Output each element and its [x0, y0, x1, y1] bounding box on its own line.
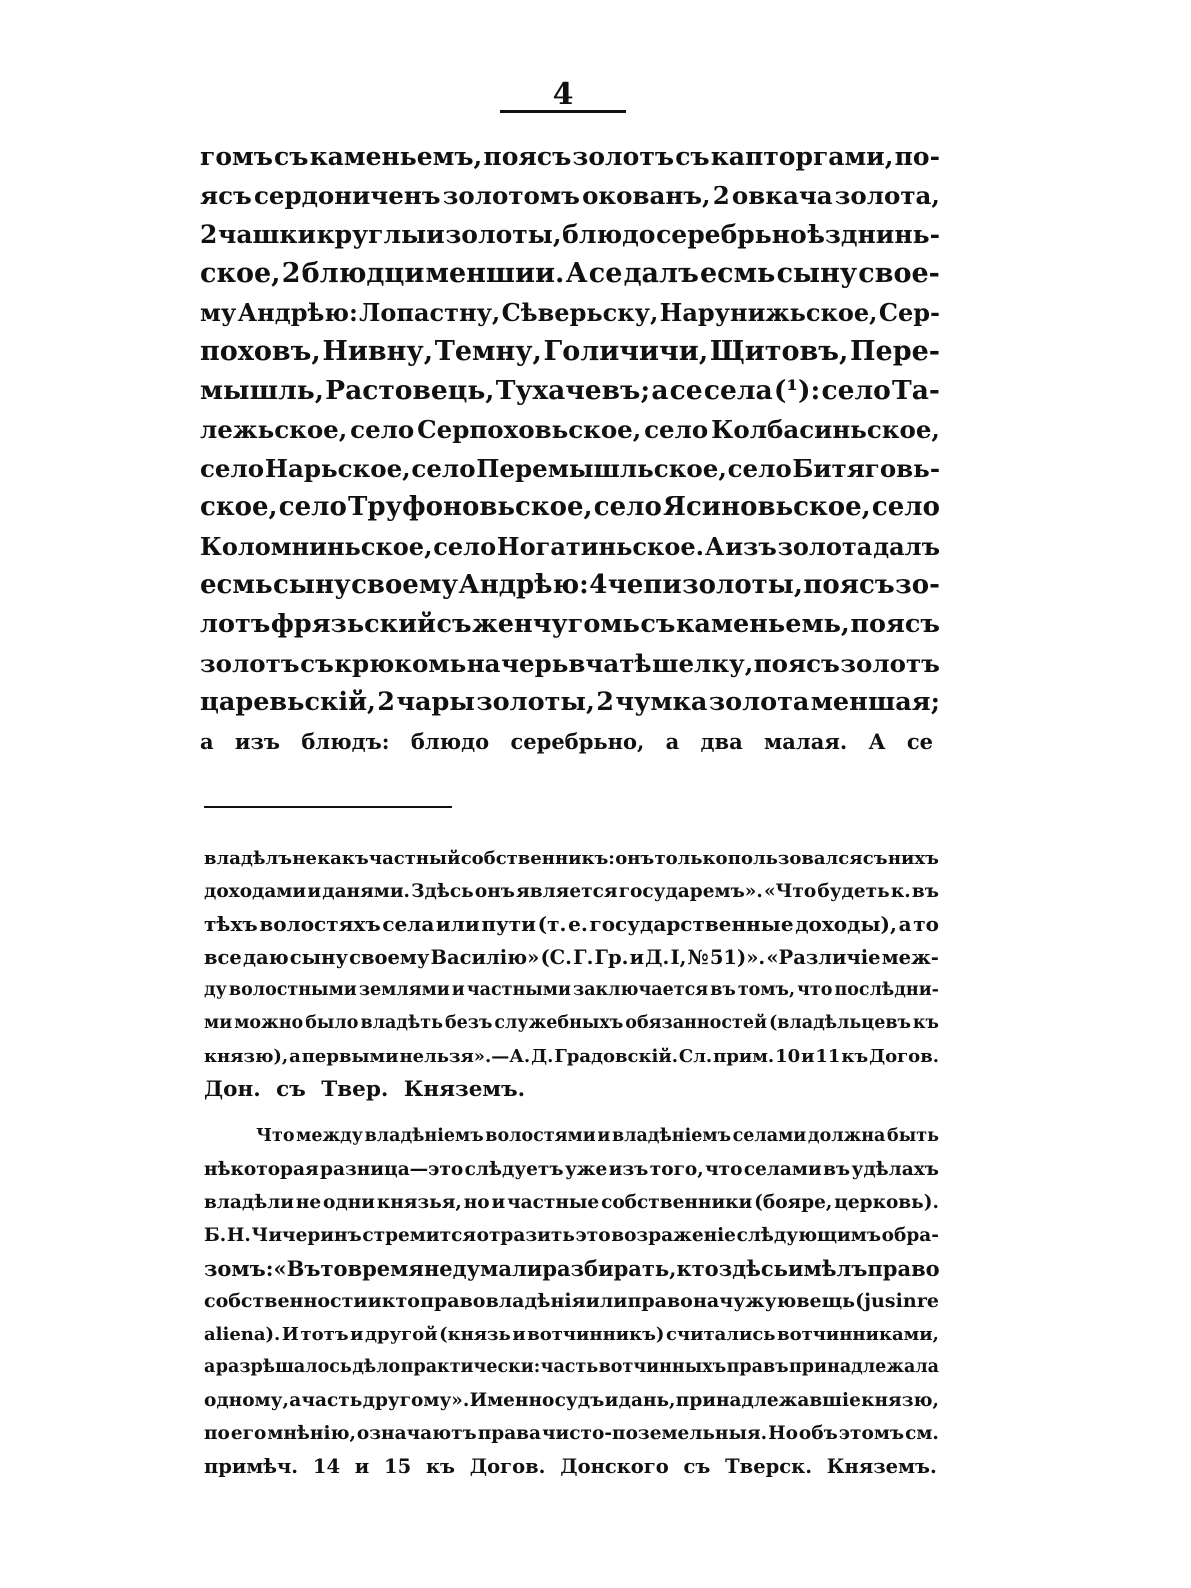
text-line: село Нарьское, село Перемышльское, село Битяговь- — [200, 454, 940, 483]
text-line: гомъ съ каменьемъ, поясъ золотъ съ капторгами, по- — [200, 142, 940, 171]
text-line: зомъ: «Въ то время не думали разбирать, кто здѣсь имѣлъ право — [204, 1256, 940, 1281]
footnote-paragraph-gap — [204, 1106, 939, 1120]
text-line: а изъ блюдъ: блюдо серебрьно, а два малая. А се — [200, 729, 934, 754]
text-line: ми можно было владѣть безъ служебныхъ обязанностей (владѣльцевъ къ — [204, 1013, 939, 1033]
text-line: Что между владѣніемъ волостями и владѣніемъ селами должна быть — [256, 1126, 939, 1146]
text-line: царевьскій, 2 чары золоты, 2 чумка золота меншая; — [200, 687, 940, 717]
text-line: aliena). И тотъ и другой (князь и вотчинникъ) считались вотчинниками, — [204, 1324, 939, 1345]
text-line: владѣли не одни князья, но и частные собственники (бояре, церковь). — [204, 1192, 939, 1213]
text-line: все даю сыну своему Василію» (С. Г. Гр. и Д. I, № 51)». «Различіе меж- — [204, 946, 939, 969]
text-line: владѣлъ не какъ частный собственникъ: онъ только пользовался съ нихъ — [204, 848, 939, 869]
text-line: ское, село Труфоновьское, село Ясиновьское, село — [200, 492, 940, 522]
page-number-rule — [500, 110, 626, 113]
text-line: князю), а первыми нельзя».—А. Д. Градовскій. Сл. прим. 10 и 11 къ Догов. — [204, 1046, 939, 1067]
text-line: му Андрѣю: Лопастну, Сѣверьску, Нарунижьское, Сер- — [200, 298, 940, 327]
text-line: ясъ сердониченъ золотомъ окованъ, 2 овкача золота, — [200, 181, 940, 210]
page-number: 4 — [552, 77, 574, 112]
footnote-block — [204, 842, 939, 1483]
text-line: нѣкоторая разница—это слѣдуетъ уже изъ того, что селами въ удѣлахъ — [204, 1159, 939, 1180]
text-line: Коломниньское, село Ногатиньское. А изъ золота далъ — [200, 532, 940, 561]
text-line: примѣч. 14 и 15 къ Догов. Донского съ Тверск. Княземъ. — [204, 1455, 937, 1478]
text-line: лежьское, село Серпоховьское, село Колбасиньское, — [200, 415, 940, 444]
footnote-paragraph-1 — [204, 842, 939, 1106]
text-line: ское, 2 блюдци меншии. А се далъ есмь сыну свое- — [200, 258, 940, 289]
footnote-separator — [204, 806, 452, 808]
text-line: Б. Н. Чичеринъ стремится отразить это возраженіе слѣдующимъ обра- — [204, 1225, 939, 1246]
text-line: собственности и кто право владѣнія или право на чужую вещь (jus in re — [204, 1290, 939, 1312]
text-line: тѣхъ волостяхъ села или пути (т. е. государственные доходы), а то — [204, 912, 939, 936]
text-line: мышль, Растовець, Тухачевъ; а се села (¹): село Та- — [200, 375, 940, 406]
footnote-paragraph-2 — [204, 1120, 939, 1483]
text-line: поховъ, Нивну, Темну, Голичичи, Щитовъ, Пере- — [200, 336, 940, 367]
text-line: золотъ съ крюкомь на черьвчатѣ шелку, поясъ золотъ — [200, 649, 940, 678]
text-line: одному, а часть другому». Именно судъ и дань, принадлежавшіе князю, — [204, 1390, 939, 1411]
text-line: а разрѣшалось дѣло практически: часть вотчинныхъ правъ принадлежала — [204, 1357, 939, 1377]
text-line: лотъ фрязьский съ женчугомь съ каменьемь, поясъ — [200, 609, 940, 639]
text-line: ду волостными землями и частными заключается въ томъ, что послѣдни- — [204, 980, 939, 1000]
text-line: по его мнѣнію, означаютъ права чисто-поземельныя. Но объ этомъ см. — [204, 1423, 939, 1444]
main-text-block — [200, 137, 940, 761]
text-line: Дон. съ Твер. Княземъ. — [204, 1077, 526, 1102]
text-line: есмь сыну своему Андрѣю: 4 чепи золоты, поясъ зо- — [200, 570, 940, 600]
text-line: 2 чашки круглыи золоты, блюдо серебрьно ѣзднинь- — [200, 220, 940, 249]
text-line: доходами и данями. Здѣсь онъ является государемъ». «Что будеть к. въ — [204, 881, 939, 902]
